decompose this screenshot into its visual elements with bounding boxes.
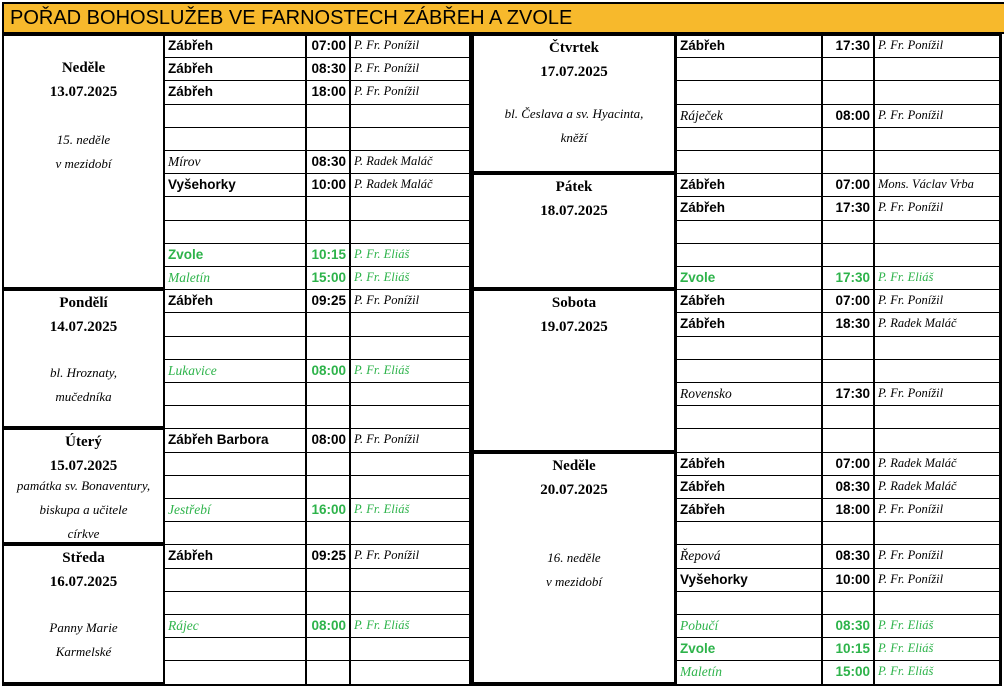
time-cell xyxy=(306,521,350,545)
place-cell: Zábřeh xyxy=(164,34,306,58)
place-cell: Zábřeh xyxy=(164,289,306,313)
place-cell xyxy=(676,428,822,452)
day-block xyxy=(2,428,165,544)
place-cell xyxy=(676,127,822,151)
time-cell: 17:30 xyxy=(822,34,874,58)
place-cell: Zábřeh xyxy=(676,173,822,197)
day-description: biskupa a učitele xyxy=(39,502,128,518)
time-cell xyxy=(822,359,874,383)
place-cell: Zábřeh xyxy=(676,475,822,499)
priest-cell xyxy=(350,475,470,499)
priest-cell: P. Fr. Ponížil xyxy=(350,289,470,313)
place-cell: Zábřeh Barbora xyxy=(164,428,306,452)
time-cell: 08:00 xyxy=(306,614,350,638)
place-cell xyxy=(676,405,822,429)
day-date: 19.07.2025 xyxy=(540,319,608,336)
time-cell: 15:00 xyxy=(822,660,874,684)
place-cell xyxy=(676,336,822,360)
place-cell: Zábřeh xyxy=(164,80,306,104)
time-cell: 07:00 xyxy=(306,34,350,58)
time-cell: 18:30 xyxy=(822,312,874,336)
place-cell: Zvole xyxy=(676,266,822,290)
priest-cell: P. Fr. Ponížil xyxy=(874,289,1000,313)
time-cell: 08:00 xyxy=(306,359,350,383)
priest-cell xyxy=(874,150,1000,174)
place-cell: Rájec xyxy=(164,614,306,638)
place-cell xyxy=(676,80,822,104)
place-cell xyxy=(164,336,306,360)
place-cell xyxy=(676,243,822,267)
place-cell xyxy=(164,382,306,406)
priest-cell xyxy=(350,336,470,360)
day-description: mučedníka xyxy=(55,389,112,405)
priest-cell xyxy=(874,127,1000,151)
place-cell: Zábřeh xyxy=(164,544,306,568)
priest-cell: P. Fr. Ponížil xyxy=(874,568,1000,592)
time-cell xyxy=(306,312,350,336)
time-cell: 15:00 xyxy=(306,266,350,290)
priest-cell: P. Radek Maláč xyxy=(874,475,1000,499)
priest-cell: P. Fr. Ponížil xyxy=(350,34,470,58)
priest-cell xyxy=(874,405,1000,429)
priest-cell xyxy=(874,336,1000,360)
time-cell: 10:15 xyxy=(822,637,874,661)
place-cell xyxy=(676,150,822,174)
time-cell xyxy=(822,150,874,174)
priest-cell: P. Fr. Eliáš xyxy=(350,266,470,290)
day-name: Úterý xyxy=(65,434,102,451)
priest-cell xyxy=(350,196,470,220)
priest-cell: P. Radek Maláč xyxy=(350,150,470,174)
place-cell: Vyšehorky xyxy=(164,173,306,197)
day-description: 15. neděle xyxy=(56,132,111,147)
priest-cell: P. Fr. Eliáš xyxy=(350,498,470,522)
time-cell: 08:00 xyxy=(306,428,350,452)
priest-cell: P. Fr. Ponížil xyxy=(874,196,1000,220)
priest-cell xyxy=(350,521,470,545)
priest-cell: P. Fr. Ponížil xyxy=(350,57,470,81)
day-date: 16.07.2025 xyxy=(49,574,118,591)
place-cell xyxy=(164,568,306,592)
place-cell: Ráječek xyxy=(676,104,822,128)
place-cell xyxy=(164,312,306,336)
day-block xyxy=(2,289,165,428)
priest-cell xyxy=(350,104,470,128)
day-block xyxy=(2,34,165,289)
priest-cell xyxy=(350,127,470,151)
place-cell: Zábřeh xyxy=(164,57,306,81)
day-description: v mezidobí xyxy=(55,156,112,171)
place-cell xyxy=(164,452,306,476)
day-name: Neděle xyxy=(552,457,596,474)
place-cell xyxy=(164,405,306,429)
place-cell xyxy=(676,220,822,244)
priest-cell xyxy=(874,80,1000,104)
time-cell xyxy=(306,382,350,406)
priest-cell xyxy=(874,359,1000,383)
place-cell xyxy=(676,521,822,545)
time-cell xyxy=(822,521,874,545)
time-cell: 10:15 xyxy=(306,243,350,267)
place-cell: Zábřeh xyxy=(676,452,822,476)
time-cell xyxy=(306,660,350,684)
place-cell: Zábřeh xyxy=(676,34,822,58)
priest-cell xyxy=(350,660,470,684)
place-cell: Rovensko xyxy=(676,382,822,406)
time-cell xyxy=(822,57,874,81)
priest-cell: P. Fr. Eliáš xyxy=(350,614,470,638)
day-name: Čtvrtek xyxy=(549,40,599,56)
time-cell xyxy=(306,405,350,429)
place-cell: Maletín xyxy=(676,660,822,684)
time-cell xyxy=(822,243,874,267)
priest-cell: P. Fr. Ponížil xyxy=(350,428,470,452)
time-cell: 16:00 xyxy=(306,498,350,522)
time-cell xyxy=(306,568,350,592)
priest-cell: P. Fr. Eliáš xyxy=(874,660,1000,684)
priest-cell xyxy=(350,452,470,476)
priest-cell xyxy=(350,382,470,406)
priest-cell xyxy=(350,405,470,429)
priest-cell xyxy=(874,428,1000,452)
day-description: Karmelské xyxy=(55,644,112,660)
day-block xyxy=(2,544,165,683)
place-cell: Zábřeh xyxy=(676,196,822,220)
priest-cell: P. Fr. Ponížil xyxy=(874,498,1000,522)
place-cell: Pobučí xyxy=(676,614,822,638)
priest-cell: P. Fr. Eliáš xyxy=(350,359,470,383)
time-cell: 09:25 xyxy=(306,544,350,568)
priest-cell: P. Fr. Eliáš xyxy=(874,614,1000,638)
place-cell: Zábřeh xyxy=(676,312,822,336)
time-cell xyxy=(822,405,874,429)
priest-cell: P. Fr. Eliáš xyxy=(874,266,1000,290)
day-name: Středa xyxy=(62,550,105,567)
time-cell: 08:30 xyxy=(822,614,874,638)
day-date: 14.07.2025 xyxy=(49,319,118,336)
time-cell xyxy=(306,196,350,220)
priest-cell xyxy=(350,312,470,336)
priest-cell: Mons. Václav Vrba xyxy=(874,173,1000,197)
day-description: Panny Marie xyxy=(49,620,118,636)
time-cell: 08:30 xyxy=(822,544,874,568)
day-date: 13.07.2025 xyxy=(49,84,118,100)
time-cell: 17:30 xyxy=(822,266,874,290)
time-cell xyxy=(306,637,350,661)
priest-cell xyxy=(874,220,1000,244)
priest-cell: P. Fr. Ponížil xyxy=(874,544,1000,568)
day-date: 17.07.2025 xyxy=(540,64,608,80)
day-description: památka sv. Bonaventury, xyxy=(16,478,151,494)
place-cell xyxy=(164,475,306,499)
priest-cell: P. Radek Maláč xyxy=(350,173,470,197)
time-cell xyxy=(822,428,874,452)
time-cell xyxy=(306,591,350,615)
place-cell xyxy=(164,660,306,684)
day-description: 16. neděle xyxy=(547,549,601,565)
place-cell xyxy=(164,196,306,220)
priest-cell: P. Fr. Ponížil xyxy=(874,382,1000,406)
place-cell: Řepová xyxy=(676,544,822,568)
priest-cell xyxy=(350,637,470,661)
day-description: bl. Česlava a sv. Hyacinta, xyxy=(504,106,644,121)
time-cell xyxy=(822,591,874,615)
place-cell xyxy=(164,220,306,244)
time-cell xyxy=(822,336,874,360)
day-date: 15.07.2025 xyxy=(49,458,118,475)
time-cell xyxy=(306,475,350,499)
time-cell xyxy=(306,220,350,244)
place-cell: Jestřebí xyxy=(164,498,306,522)
time-cell: 08:00 xyxy=(822,104,874,128)
priest-cell xyxy=(874,243,1000,267)
priest-cell xyxy=(350,220,470,244)
priest-cell xyxy=(874,57,1000,81)
day-description: v mezidobí xyxy=(546,573,602,589)
place-cell: Maletín xyxy=(164,266,306,290)
day-description: církve xyxy=(67,526,100,542)
priest-cell: P. Fr. Eliáš xyxy=(874,637,1000,661)
place-cell xyxy=(164,637,306,661)
day-date: 20.07.2025 xyxy=(540,481,608,498)
time-cell xyxy=(822,127,874,151)
place-cell xyxy=(164,521,306,545)
time-cell: 17:30 xyxy=(822,196,874,220)
place-cell xyxy=(164,591,306,615)
time-cell xyxy=(306,104,350,128)
time-cell xyxy=(822,220,874,244)
place-cell: Zvole xyxy=(676,637,822,661)
priest-cell: P. Radek Maláč xyxy=(874,312,1000,336)
day-description: bl. Hroznaty, xyxy=(49,365,118,381)
place-cell: Zábřeh xyxy=(676,289,822,313)
time-cell: 09:25 xyxy=(306,289,350,313)
place-cell: Lukavice xyxy=(164,359,306,383)
time-cell: 10:00 xyxy=(822,568,874,592)
time-cell: 08:30 xyxy=(306,57,350,81)
priest-cell xyxy=(874,591,1000,615)
place-cell xyxy=(164,104,306,128)
place-cell xyxy=(164,127,306,151)
time-cell xyxy=(306,336,350,360)
priest-cell xyxy=(350,568,470,592)
day-name: Pondělí xyxy=(59,295,108,312)
time-cell: 08:30 xyxy=(306,150,350,174)
time-cell: 17:30 xyxy=(822,382,874,406)
priest-cell: P. Fr. Eliáš xyxy=(350,243,470,267)
place-cell: Mírov xyxy=(164,150,306,174)
time-cell: 08:30 xyxy=(822,475,874,499)
day-block xyxy=(472,289,676,451)
time-cell: 18:00 xyxy=(822,498,874,522)
place-cell: Zábřeh xyxy=(676,498,822,522)
priest-cell: P. Fr. Ponížil xyxy=(874,104,1000,128)
place-cell: Vyšehorky xyxy=(676,568,822,592)
priest-cell: P. Fr. Ponížil xyxy=(350,544,470,568)
place-cell: Zvole xyxy=(164,243,306,267)
priest-cell xyxy=(874,521,1000,545)
day-name: Pátek xyxy=(555,179,593,196)
schedule-title: POŘAD BOHOSLUŽEB VE FARNOSTECH ZÁBŘEH A ZVOLE xyxy=(2,2,1004,34)
priest-cell: P. Radek Maláč xyxy=(874,452,1000,476)
day-block xyxy=(472,452,676,684)
place-cell xyxy=(676,591,822,615)
time-cell: 07:00 xyxy=(822,289,874,313)
day-block xyxy=(472,173,676,289)
place-cell xyxy=(676,359,822,383)
time-cell: 18:00 xyxy=(306,80,350,104)
day-name: Sobota xyxy=(551,295,597,312)
day-block xyxy=(472,34,676,173)
time-cell xyxy=(306,127,350,151)
priest-cell: P. Fr. Ponížil xyxy=(350,80,470,104)
time-cell: 07:00 xyxy=(822,452,874,476)
day-name: Neděle xyxy=(61,60,106,76)
priest-cell xyxy=(350,591,470,615)
place-cell xyxy=(676,57,822,81)
day-description: kněží xyxy=(560,130,588,145)
time-cell: 07:00 xyxy=(822,173,874,197)
time-cell xyxy=(822,80,874,104)
time-cell: 10:00 xyxy=(306,173,350,197)
day-date: 18.07.2025 xyxy=(540,203,608,220)
time-cell xyxy=(306,452,350,476)
priest-cell: P. Fr. Ponížil xyxy=(874,34,1000,58)
